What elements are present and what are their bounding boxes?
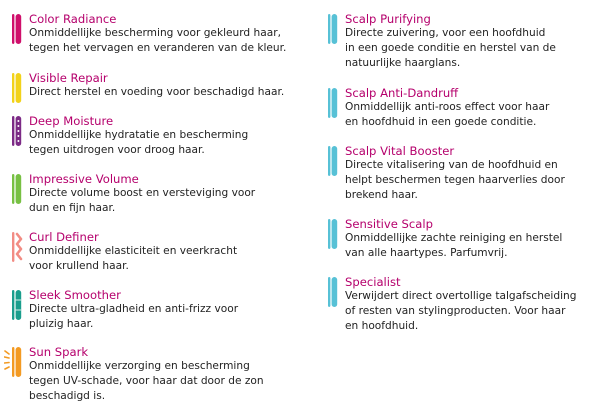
product-description-line: helpt beschermen tegen haarverlies door: [345, 174, 565, 186]
orange-sun-bottle-icon: [4, 347, 24, 377]
product-description-line: Direct herstel en voeding voor beschadigd haar.: [29, 86, 285, 98]
teal-bottle-icon: [10, 290, 24, 320]
product-description-line: Onmiddellijke bescherming voor gekleurd haar,: [29, 27, 281, 39]
light-blue-bottle-icon: [326, 277, 340, 307]
purple-dotted-bottle-icon: [10, 116, 24, 146]
product-title: Sleek Smoother: [29, 288, 121, 302]
product-description-line: Directe volume boost en versteviging voor: [29, 187, 256, 199]
product-description-line: Onmiddellijke zachte reiniging en herstel: [345, 232, 563, 244]
product-description-line: Directe vitalisering van de hoofdhuid en: [345, 159, 558, 171]
product-title: Scalp Anti-Dandruff: [345, 86, 459, 100]
product-title: Sensitive Scalp: [345, 217, 433, 231]
product-description-line: brekend haar.: [345, 189, 418, 201]
product-title: Curl Definer: [29, 230, 99, 244]
product-description-line: tegen uitdrogen voor droog haar.: [29, 144, 205, 156]
product-title: Impressive Volume: [29, 172, 139, 186]
product-description-line: beschadigd is.: [29, 390, 106, 402]
product-title: Color Radiance: [29, 12, 117, 26]
product-description-line: of resten van stylingproducten. Voor haar: [345, 305, 566, 317]
product-description-line: van alle haartypes. Parfumvrij.: [345, 247, 508, 259]
light-blue-bottle-icon: [326, 14, 340, 44]
product-description-line: natuurlijke haarglans.: [345, 57, 461, 69]
product-title: Visible Repair: [29, 71, 108, 85]
light-blue-bottle-icon: [326, 88, 340, 118]
product-description-line: en hoofdhuid in een goede conditie.: [345, 116, 537, 128]
product-description-line: Onmiddellijke elasticiteit en veerkracht: [29, 245, 238, 257]
product-description-line: Onmiddellijke hydratatie en bescherming: [29, 129, 249, 141]
product-description-line: pluizig haar.: [29, 318, 94, 330]
salmon-curl-bottle-icon: [10, 232, 24, 262]
product-description-line: en hoofdhuid.: [345, 320, 419, 332]
product-title: Sun Spark: [29, 345, 89, 359]
green-bottle-icon: [10, 174, 24, 204]
product-description-line: Onmiddellijk anti-roos effect voor haar: [345, 101, 550, 113]
product-title: Scalp Purifying: [345, 12, 431, 26]
product-description-line: voor krullend haar.: [29, 260, 129, 272]
yellow-bottle-icon: [10, 73, 24, 103]
product-description-line: dun en fijn haar.: [29, 202, 116, 214]
light-blue-bottle-icon: [326, 219, 340, 249]
product-description-line: tegen UV-schade, voor haar dat door de zon: [29, 375, 264, 387]
product-title: Scalp Vital Booster: [345, 144, 455, 158]
product-description-line: in een goede conditie en herstel van de: [345, 42, 556, 54]
product-description-line: tegen het vervagen en veranderen van de kleur.: [29, 42, 287, 54]
magenta-bottle-icon: [10, 14, 24, 44]
product-title: Deep Moisture: [29, 114, 114, 128]
product-description-line: Directe ultra-gladheid en anti-frizz voor: [29, 303, 239, 315]
product-description-line: Verwijdert direct overtollige talgafscheiding: [345, 290, 577, 302]
product-description-line: Directe zuivering, voor een hoofdhuid: [345, 27, 546, 39]
product-description-line: Onmiddellijke verzorging en bescherming: [29, 360, 250, 372]
product-title: Specialist: [345, 275, 401, 289]
light-blue-bottle-icon: [326, 146, 340, 176]
